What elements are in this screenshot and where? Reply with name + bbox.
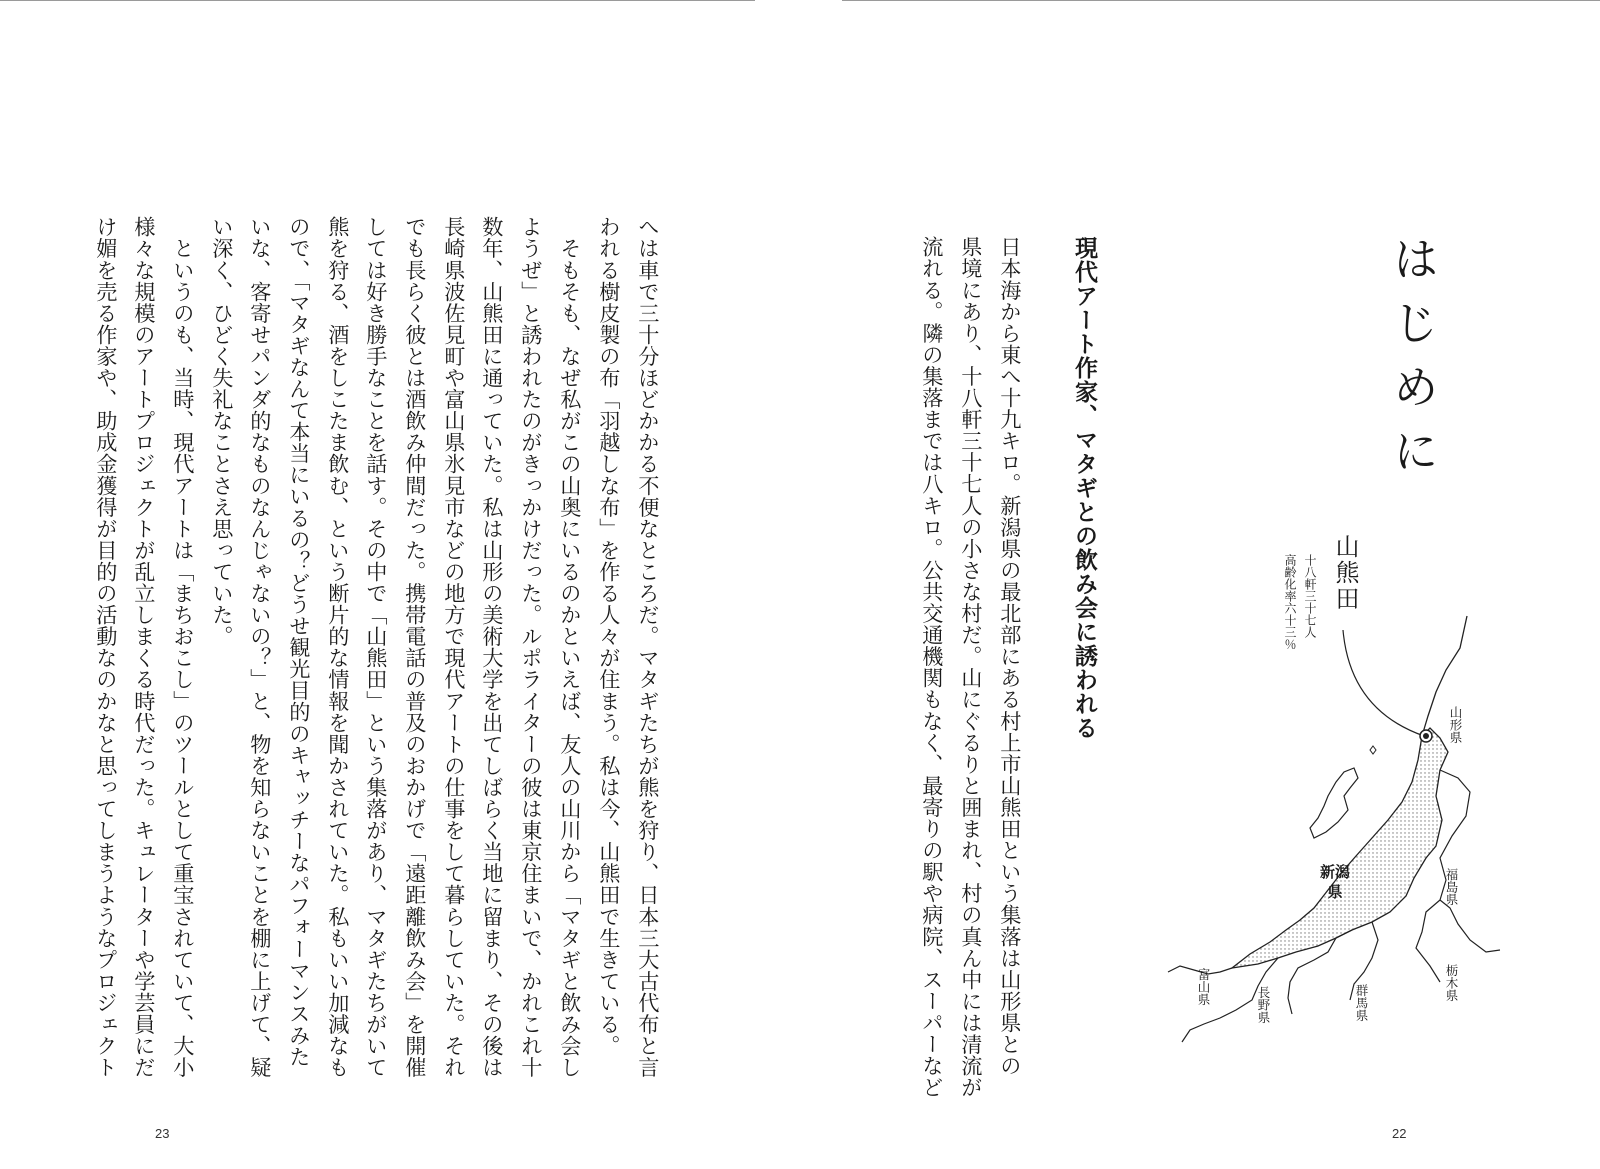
prefecture-border [1440, 900, 1500, 952]
text-line: 日本海から東へ十九キロ。新潟県の最北部にある村上市山熊田という集落は山形県との [997, 236, 1023, 1077]
top-rule [0, 0, 755, 1]
text-line: でも長らく彼とは酒飲み仲間だった。携帯電話の普及のおかげで「遠距離飲み会」を開催 [402, 216, 428, 1078]
text-line: 様々な規模のアートプロジェクトが乱立しまくる時代だった。キュレーターや学芸員にだ [131, 216, 157, 1078]
text-line: というのも、当時、現代アートは「まちおこし」のツールとして重宝されていて、大小 [170, 216, 196, 1078]
map-label-toyama: 富山県 [1196, 968, 1211, 1006]
text-line: 数年、山熊田に通っていた。私は山形の美術大学を出てしばらく当地に留まり、その後は [479, 216, 505, 1078]
text-line: いな、客寄せパンダ的なものなんじゃないの？」と、物を知らないことを棚に上げて、疑 [247, 216, 273, 1078]
map-village-aging-rate: 高齢化率六十三％ [1283, 554, 1297, 650]
text-line: しては好き勝手なことを話す。その中で「山熊田」という集落があり、マタギたちがいて [363, 216, 389, 1078]
text-line: われる樹皮製の布「羽越しな布」を作る人々が住まう。私は今、山熊田で生きている。 [596, 216, 622, 1057]
map-label-fukushima: 福島県 [1444, 868, 1459, 906]
map-label-yamagata: 山形県 [1448, 706, 1463, 744]
niigata-map [1140, 520, 1600, 1060]
sado-island [1310, 768, 1358, 838]
text-line: 県境にあり、十八軒三十七人の小さな村だ。山にぐるりと囲まれ、村の真ん中には清流が [958, 236, 984, 1098]
text-line: へは車で三十分ほどかかる不便なところだ。マタギたちが熊を狩り、日本三大古代布と言 [635, 216, 661, 1078]
top-rule [842, 0, 1600, 1]
chapter-title: はじめに [1386, 235, 1440, 491]
map-village-name: 山熊田 [1331, 534, 1359, 612]
text-line: 流れる。隣の集落までは八キロ。公共交通機関もなく、最寄りの駅や病院、スーパーなど [919, 236, 945, 1098]
map-village-households: 十八軒三十七人 [1303, 554, 1317, 638]
text-line: そもそも、なぜ私がこの山奥にいるのかといえば、友人の山川から「マタギと飲み会し [557, 216, 583, 1078]
text-line: ので、「マタギなんて本当にいるの？どうせ観光目的のキャッチーなパフォーマンスみた [286, 216, 312, 1068]
page-number: 22 [1392, 1126, 1407, 1141]
text-line: い深く、ひどく失礼なことさえ思っていた。 [209, 216, 235, 647]
niigata-area [1232, 728, 1448, 968]
map-label-niigata [1314, 862, 1358, 902]
section-heading: 現代アート作家、マタギとの飲み会に誘われる [1071, 236, 1097, 740]
page-number: 23 [155, 1126, 170, 1141]
text-line: け媚を売る作家や、助成金獲得が目的の活動なのかなと思ってしまうようなプロジェクト [93, 216, 119, 1078]
right-page [820, 0, 1600, 1169]
map-label-tochigi: 栃木県 [1444, 964, 1459, 1002]
left-page [0, 0, 780, 1169]
text-line: 熊を狩る、酒をしこたま飲む、という断片的な情報を聞かされていた。私もいい加減なも [325, 216, 351, 1078]
map-label-niigata-text: 新潟県 [1319, 863, 1350, 901]
pointer-line [1343, 630, 1424, 736]
text-line: ようぜ」と誘われたのがきっかけだった。ルポライターの彼は東京住まいで、かれこれ十 [518, 216, 544, 1078]
text-line: 長崎県波佐見町や富山県氷見市などの地方で現代アートの仕事をして暮らしていた。それ [441, 216, 467, 1078]
map-label-nagano: 長野県 [1256, 986, 1271, 1024]
awashima-island [1370, 746, 1376, 754]
map-label-gunma: 群馬県 [1354, 984, 1369, 1022]
